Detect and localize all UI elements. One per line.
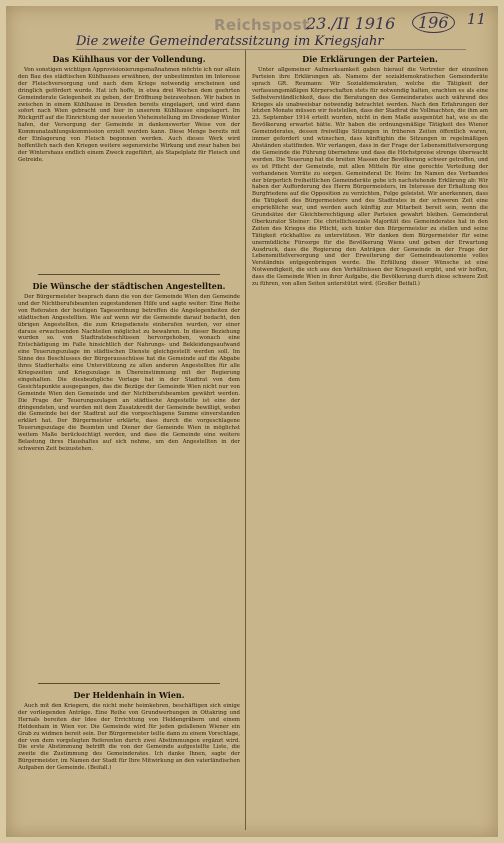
- article-body: Auch mit den Kriegern, die nicht mehr heimkehren, beschäftigen sich einige der vorliegenden Anträge. Eine Reihe von Grundwerbungen in Ottakring und Hernals bereiten der Idee der Errichtung von Heldengräbern und einem Heldenhain in Wien vor. Die Gemeinde wird für jeden gefallenen Wiener ein Grab zu widmen bereit sein. Der Bürgermeister teilte dann zu einem Vorschlage, der von dem vorgelegten Referenten durch zwei Abstimmungen ergänzt wird. Die erste Abstimmung betrifft die von der Gemeinde aufgestellte Liste, die zweite die Zustimmung des Gemeinderates. Ich danke Ihnen, sagte der Bürgermeister, im Namen der Stadt für Ihre Mitwirkung an den vaterländischen Aufgaben der Gemeinde. (Beifall.): [18, 703, 240, 772]
- section-divider: [38, 683, 220, 684]
- article-headline: Das Kühlhaus vor der Vollendung.: [52, 54, 206, 64]
- right-column: [252, 52, 488, 822]
- handwritten-date: 23./II 1916: [306, 14, 396, 33]
- article-party-statements: [252, 52, 488, 822]
- article-headline: Die Wünsche der städtischen Angestellten.: [32, 281, 226, 291]
- article-employees: [18, 279, 240, 679]
- section-divider: [38, 274, 220, 275]
- column-divider: [245, 50, 246, 830]
- article-body: Von sonstigen wichtigen Approvisionierungsmaßnahmen möchte ich nur allein den Bau des städtischen Kühlhauses erwähnen, der unbestimmten im Interesse der Fleischversorgung und nach dem Kriege notwendig erscheinen und dringlich gefördert wurde. Hat ich hoffe, in etwa drei Wochen dem geehrten Gemeinderate Gelegenheit zu geben, der Eröffnung beizuwohnen. Wir haben in zwischen in einem Kühlhause in Dresden bereits eingelagert, und wird dann sofort nach Wien gebracht und hier in unserem Kühlhause eingelagert. Im Rückgriff auf die Einrichtung der neuesten Vieheinstellung im Dresdener Winter hafen, der Versorgung der Gemeinde in dankenswerter Weise von der Kommunalzahlungskommission erzielt wurden kann. Diese Menge bereits mit der Einlagerung von Fleisch begonnen werden. Auch dieses Werk wird hoffentlich nach den Kriegen weitere segensreiche Wirkung und zwar haben bei der Wintershaus endlich einem Zweck zugeführt, als Stapelplatz für Fleisch und Getreide.: [18, 67, 240, 163]
- clipping-sheet: [6, 6, 498, 837]
- page-number: 11: [466, 10, 486, 28]
- article-body: Der Bürgermeister besprach dann die von der Gemeinde Wien den Gemeinde und der Nichtberufsbeamten zugestandenen Hilfe und sagte weiter: Eine Reihe von Referaten der heutigen Tagesordnung betreffen die Angelegenheiten der städtischen Angestellten. Wie auf wenn wir die Gemeinde darauf bedacht, den übrigen Angestellten, die zum Kriegsdienste einberufen wurden, vor einer daraus erwachsenden Nachteilen möglichst zu bewahren. In dieser Beziehung wurden so. von Stadtratsbeschlüssen hervorgehoben, wonach eine Entschädigung im Falle hinsichtlich der Nahrungs- und Bekleidungsaufwand eine Teuerungszulage im städtischen Dienste gleichgestellt werden soll. Im Sinne des Beschlusses der Bürgerausschüsse hat die Gemeinde auf die Abgabe ihres Stadterhalts eine Unterstützung zu allen anderen Angestellten für alle Kriegszeiten und Kriegszulage in Übereinstimmung mit der Regierung eingehalten. Die diesbezügliche Vorlage hat in der Stadtrat von dem Gesichtspunkte ausgegangen, das die Bezüge der Gemeinde Wien nicht nur von Gemeinde Wien den Gemeinde und der Nichtberufsbeamten gewährt werden. Die Frage der Teuerungszulagen an städtische Angestellte ist eine der dringendsten, und wurden mit dem Zusatzkredit der Gemeinde bewilligt, wobei die Gemeinde bei der Stadtrat auf die vorgeschlagene Summe einverstanden erklärt hat. Der Bürgermeister erklärte, dass durch die vorgeschlagene Teuerungszulage die Beamten und Diener der Gemeinde Wien in möglichst weitem Maße berücksichtigt werden, und dass die Gemeinde eine weitere Belastung ihres Haushaltes auf sich nehme, um den Angestellten in der schweren Zeit beizustehen.: [18, 294, 240, 452]
- article-heroes-grove: [18, 688, 240, 818]
- handwritten-number: 196: [412, 12, 455, 33]
- handwritten-title: Die zweite Gemeinderatssitzung im Kriegsjahr: [76, 34, 466, 50]
- left-column: [18, 52, 240, 818]
- article-headline: Der Heldenhain in Wien.: [73, 690, 185, 700]
- article-headline: Die Erklärungen der Parteien.: [302, 54, 438, 64]
- article-cold-storage: [18, 52, 240, 270]
- article-body: Unter allgemeiner Aufmerksamkeit gaben hierauf die Vertreter der einzelnen Parteien ihre Erklärungen ab. Namens der sozialdemokratischen Gemeinderäte sprach GR. Reumann: Wir Sozialdemokraten, welche die Tätigkeit der verfassungsmäßigen Körperschaften stets für notwendig halten, erachten es als eine Selbstverständlichkeit, dass die Beratungen des Gemeinderates auch während des Krieges als unabweisbar notwendig betrachtet werden. Nach den Erfahrungen der letzten Monate müssen wir feststellen, dass der Stadtrat die Vollmachten, die ihm am 23. September 1914 erteilt wurden, nicht in dem Maße ausgenützt hat, wie es die Bevölkerung erwartet hätte. Wir haben die ordnungsmäßige Tätigkeit des Wiener Gemeinderates, dessen freiwillige Sitzungen in früheren Zeiten öffentlich waren, immer gefordert und wünschen, dass künftighin die Sitzungen in regelmäßigen Abständen stattfinden. Wir verlangen, dass in der Frage der Lebensmittelversorgung die Gemeinde die Führung übernehme und dass die Höchstpreise strenge überwacht werden. Die Teuerung hat die breiten Massen der Bevölkerung schwer getroffen, und es ist Pflicht der Gemeinde, mit allen Mitteln für eine gerechte Verteilung der vorhandenen Vorräte zu sorgen. Gemeinderat Dr. Heim: Im Namen des Verbandes der bürgerlich freiheitlichen Gemeinderäte gebe ich nachstehende Erklärung ab: Wir haben der Aufforderung des Herrn Bürgermeisters, im Interesse der Erhaltung des Burgfriedens auf die Opposition zu verzichten, Folge geleistet. Wir anerkennen, dass die Tätigkeit des Bürgermeisters und des Stadtrates in der schweren Zeit eine ersprießliche war, und werden auch künftig zur Mitarbeit bereit sein, wenn die Grundsätze der Gleichberechtigung aller Parteien gewahrt bleiben. Gemeinderat Oberkurator Steiner: Die christlichsoziale Majorität des Gemeinderates hat in den Zeiten des Krieges die Pflicht, sich hinter den Bürgermeister zu stellen und seine Tätigkeit rückhaltlos zu unterstützen. Wir danken dem Bürgermeister für seine unermüdliche Fürsorge für die Bevölkerung Wiens und geben der Erwartung Ausdruck, dass die Regierung den Anträgen der Gemeinde in der Frage der Lebensmittelversorgung und der Erweiterung der Gemeindeautonomie volles Verständnis entgegenbringen werde. Die Erfüllung dieser Wünsche ist eine Notwendigkeit, die sich aus den Verhältnissen der Kriegszeit ergibt, und wir hoffen, dass die Gemeinde Wien in ihrer Aufgabe, die Bevölkerung durch diese schwere Zeit zu führen, von allen Seiten unterstützt wird. (Großer Beifall.): [252, 67, 488, 288]
- masthead-stamp: Reichspost: [214, 16, 310, 34]
